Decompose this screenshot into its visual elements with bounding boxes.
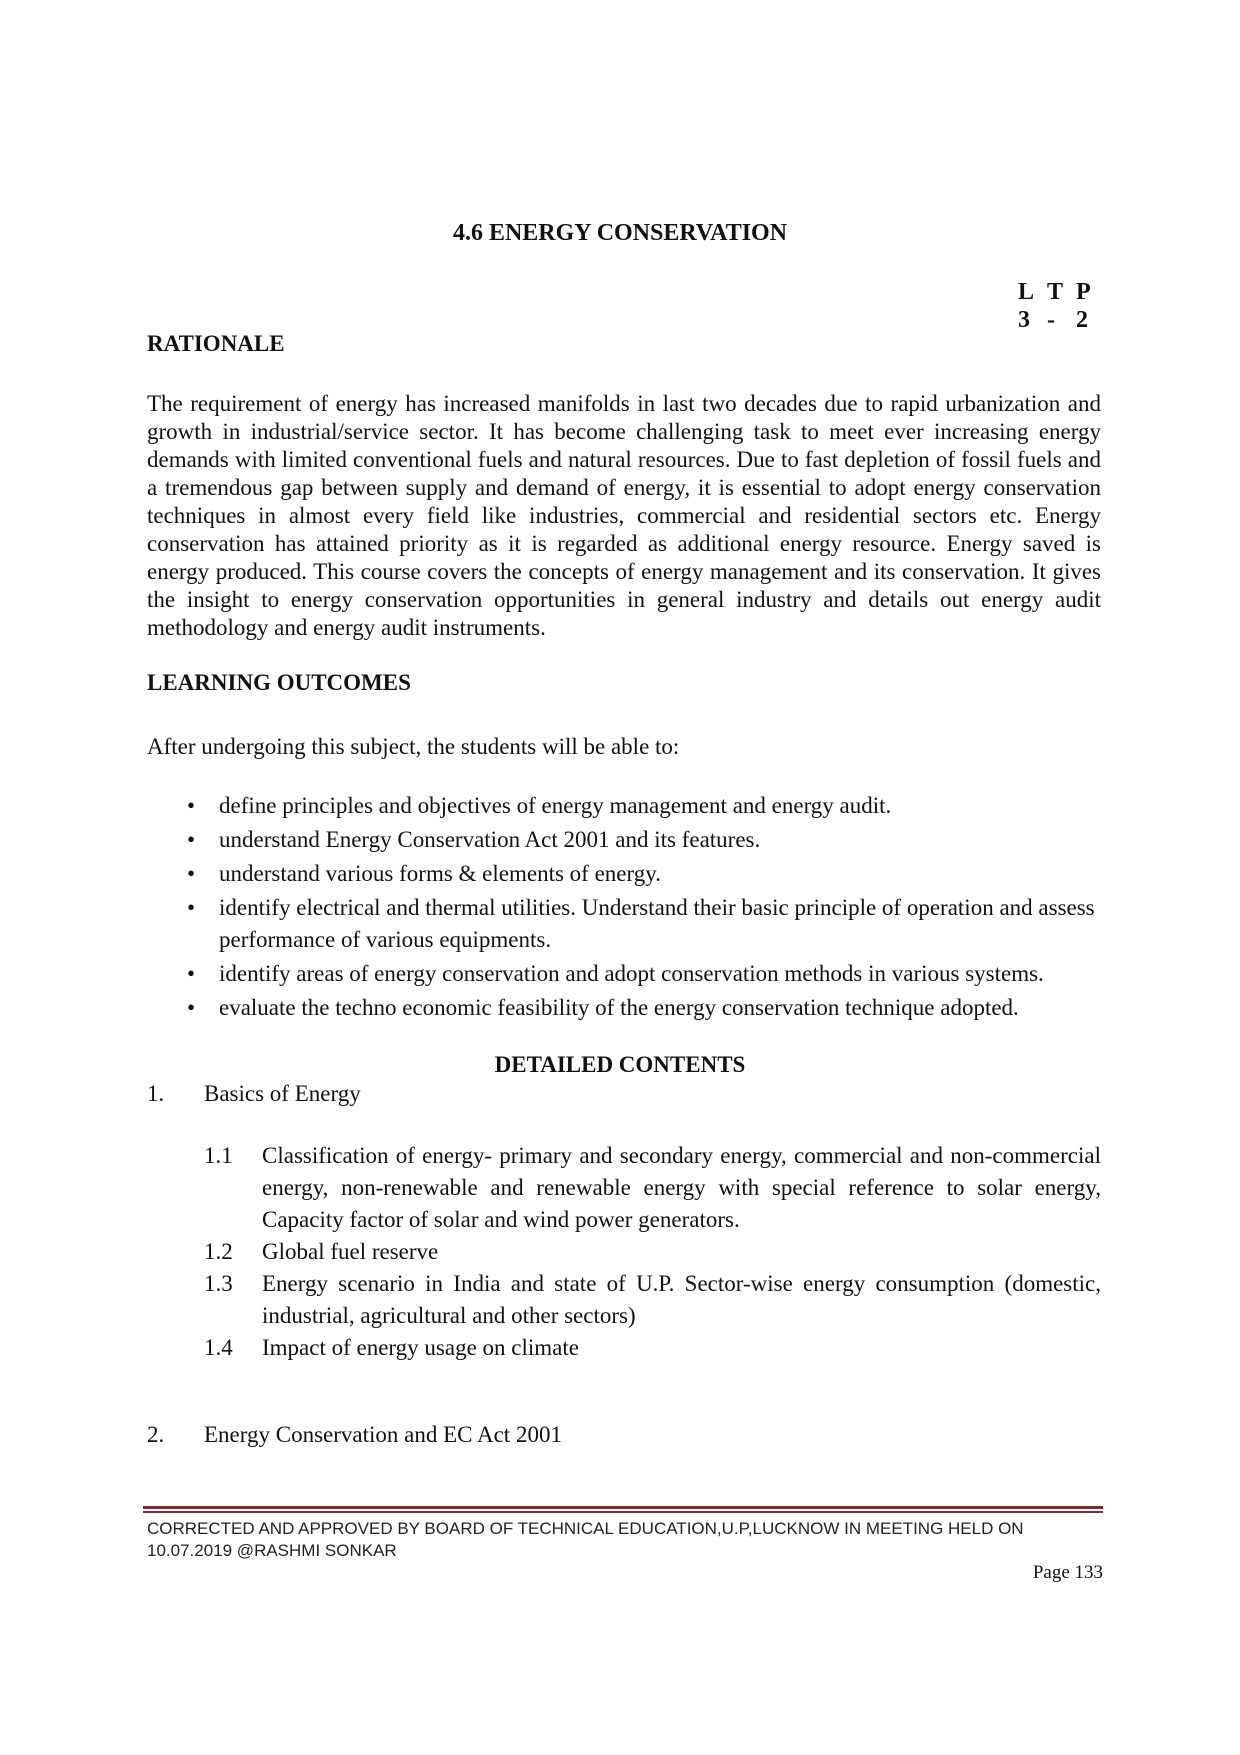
subtopic-item: 1.2 Global fuel reserve [204, 1236, 1101, 1268]
outcomes-heading: LEARNING OUTCOMES [147, 670, 411, 695]
list-item: • understand various forms & elements of energy. [147, 858, 1101, 890]
outcomes-list [147, 790, 1101, 1026]
section-1-title: Basics of Energy [204, 1081, 361, 1106]
subtopic-item: 1.1 Classification of energy- primary and secondary energy, commercial and non-commercial energy, non-renewable and renewable energy with special reference to solar energy, Capacity factor of solar and wind power generators. [204, 1140, 1101, 1236]
subtopic-number: 1.3 [204, 1271, 233, 1296]
document-title: 4.6 ENERGY CONSERVATION [452, 220, 788, 246]
footer-line-2: 10.07.2019 @RASHMI SONKAR [147, 1541, 397, 1560]
list-item: • define principles and objectives of energy management and energy audit. [147, 790, 1101, 822]
ltp-l-value: 3 [1018, 307, 1030, 333]
subtopic-item: 1.3 Energy scenario in India and state of U.P. Sector-wise energy consumption (domestic, industrial, agricultural and other sectors) [204, 1268, 1101, 1332]
list-item: • understand Energy Conservation Act 2001 and its features. [147, 824, 1101, 856]
bullet-icon: • [187, 861, 196, 886]
subtopic-number: 1.4 [204, 1335, 233, 1360]
section-2-number: 2. [147, 1422, 165, 1447]
footer-divider-secondary [143, 1511, 1103, 1513]
list-item: • evaluate the techno economic feasibility of the energy conservation technique adopted. [147, 992, 1101, 1024]
ltp-t: T [1047, 279, 1064, 305]
footer-divider [143, 1506, 1103, 1509]
ltp-value-row [1018, 306, 1105, 334]
page-number: Page 133 [1032, 1562, 1103, 1583]
bullet-icon: • [187, 793, 196, 818]
ltp-table [1018, 278, 1105, 334]
bullet-icon: • [187, 895, 196, 920]
rationale-heading: RATIONALE [147, 331, 285, 356]
subtopic-item: 1.4 Impact of energy usage on climate [204, 1332, 1101, 1364]
section-1-number: 1. [147, 1081, 165, 1106]
ltp-p: P [1076, 279, 1091, 305]
ltp-l: L [1018, 279, 1035, 305]
subtopic-number: 1.1 [204, 1143, 233, 1168]
list-item: • identify electrical and thermal utilities. Understand their basic principle of operation and assess performance of various equipments. [147, 892, 1101, 956]
footer-note [147, 1518, 1107, 1562]
bullet-icon: • [187, 961, 196, 986]
subtopic-number: 1.2 [204, 1239, 233, 1264]
footer-line-1: CORRECTED AND APPROVED BY BOARD OF TECHNICAL EDUCATION,U.P,LUCKNOW IN MEETING HELD ON [147, 1519, 1024, 1538]
contents-heading: DETAILED CONTENTS [494, 1052, 746, 1077]
list-item: • identify areas of energy conservation and adopt conservation methods in various systems. [147, 958, 1101, 990]
bullet-icon: • [187, 995, 196, 1020]
ltp-header-row [1018, 278, 1105, 306]
rationale-text: The requirement of energy has increased manifolds in last two decades due to rapid urbanization and growth in industrial/service sector. It has become challenging task to meet ever increasing energy demands with limited conventional fuels and natural resources. Due to fast depletion of fossil fuels and a tremendous gap between supply and demand of energy, it is essential to adopt energy conservation techniques in almost every field like industries, commercial and residential sectors etc. Energy conservation has attained priority as it is regarded as additional energy resource. Energy saved is energy produced. This course covers the concepts of energy management and its conservation. It gives the insight to energy conservation opportunities in general industry and details out energy audit methodology and energy audit instruments. [147, 391, 1101, 640]
ltp-t-value: - [1047, 307, 1055, 333]
bullet-icon: • [187, 827, 196, 852]
section-1-subtopics [204, 1140, 1101, 1364]
section-2-title: Energy Conservation and EC Act 2001 [204, 1422, 562, 1447]
ltp-p-value: 2 [1076, 307, 1088, 333]
outcomes-intro: After undergoing this subject, the students will be able to: [147, 734, 680, 759]
